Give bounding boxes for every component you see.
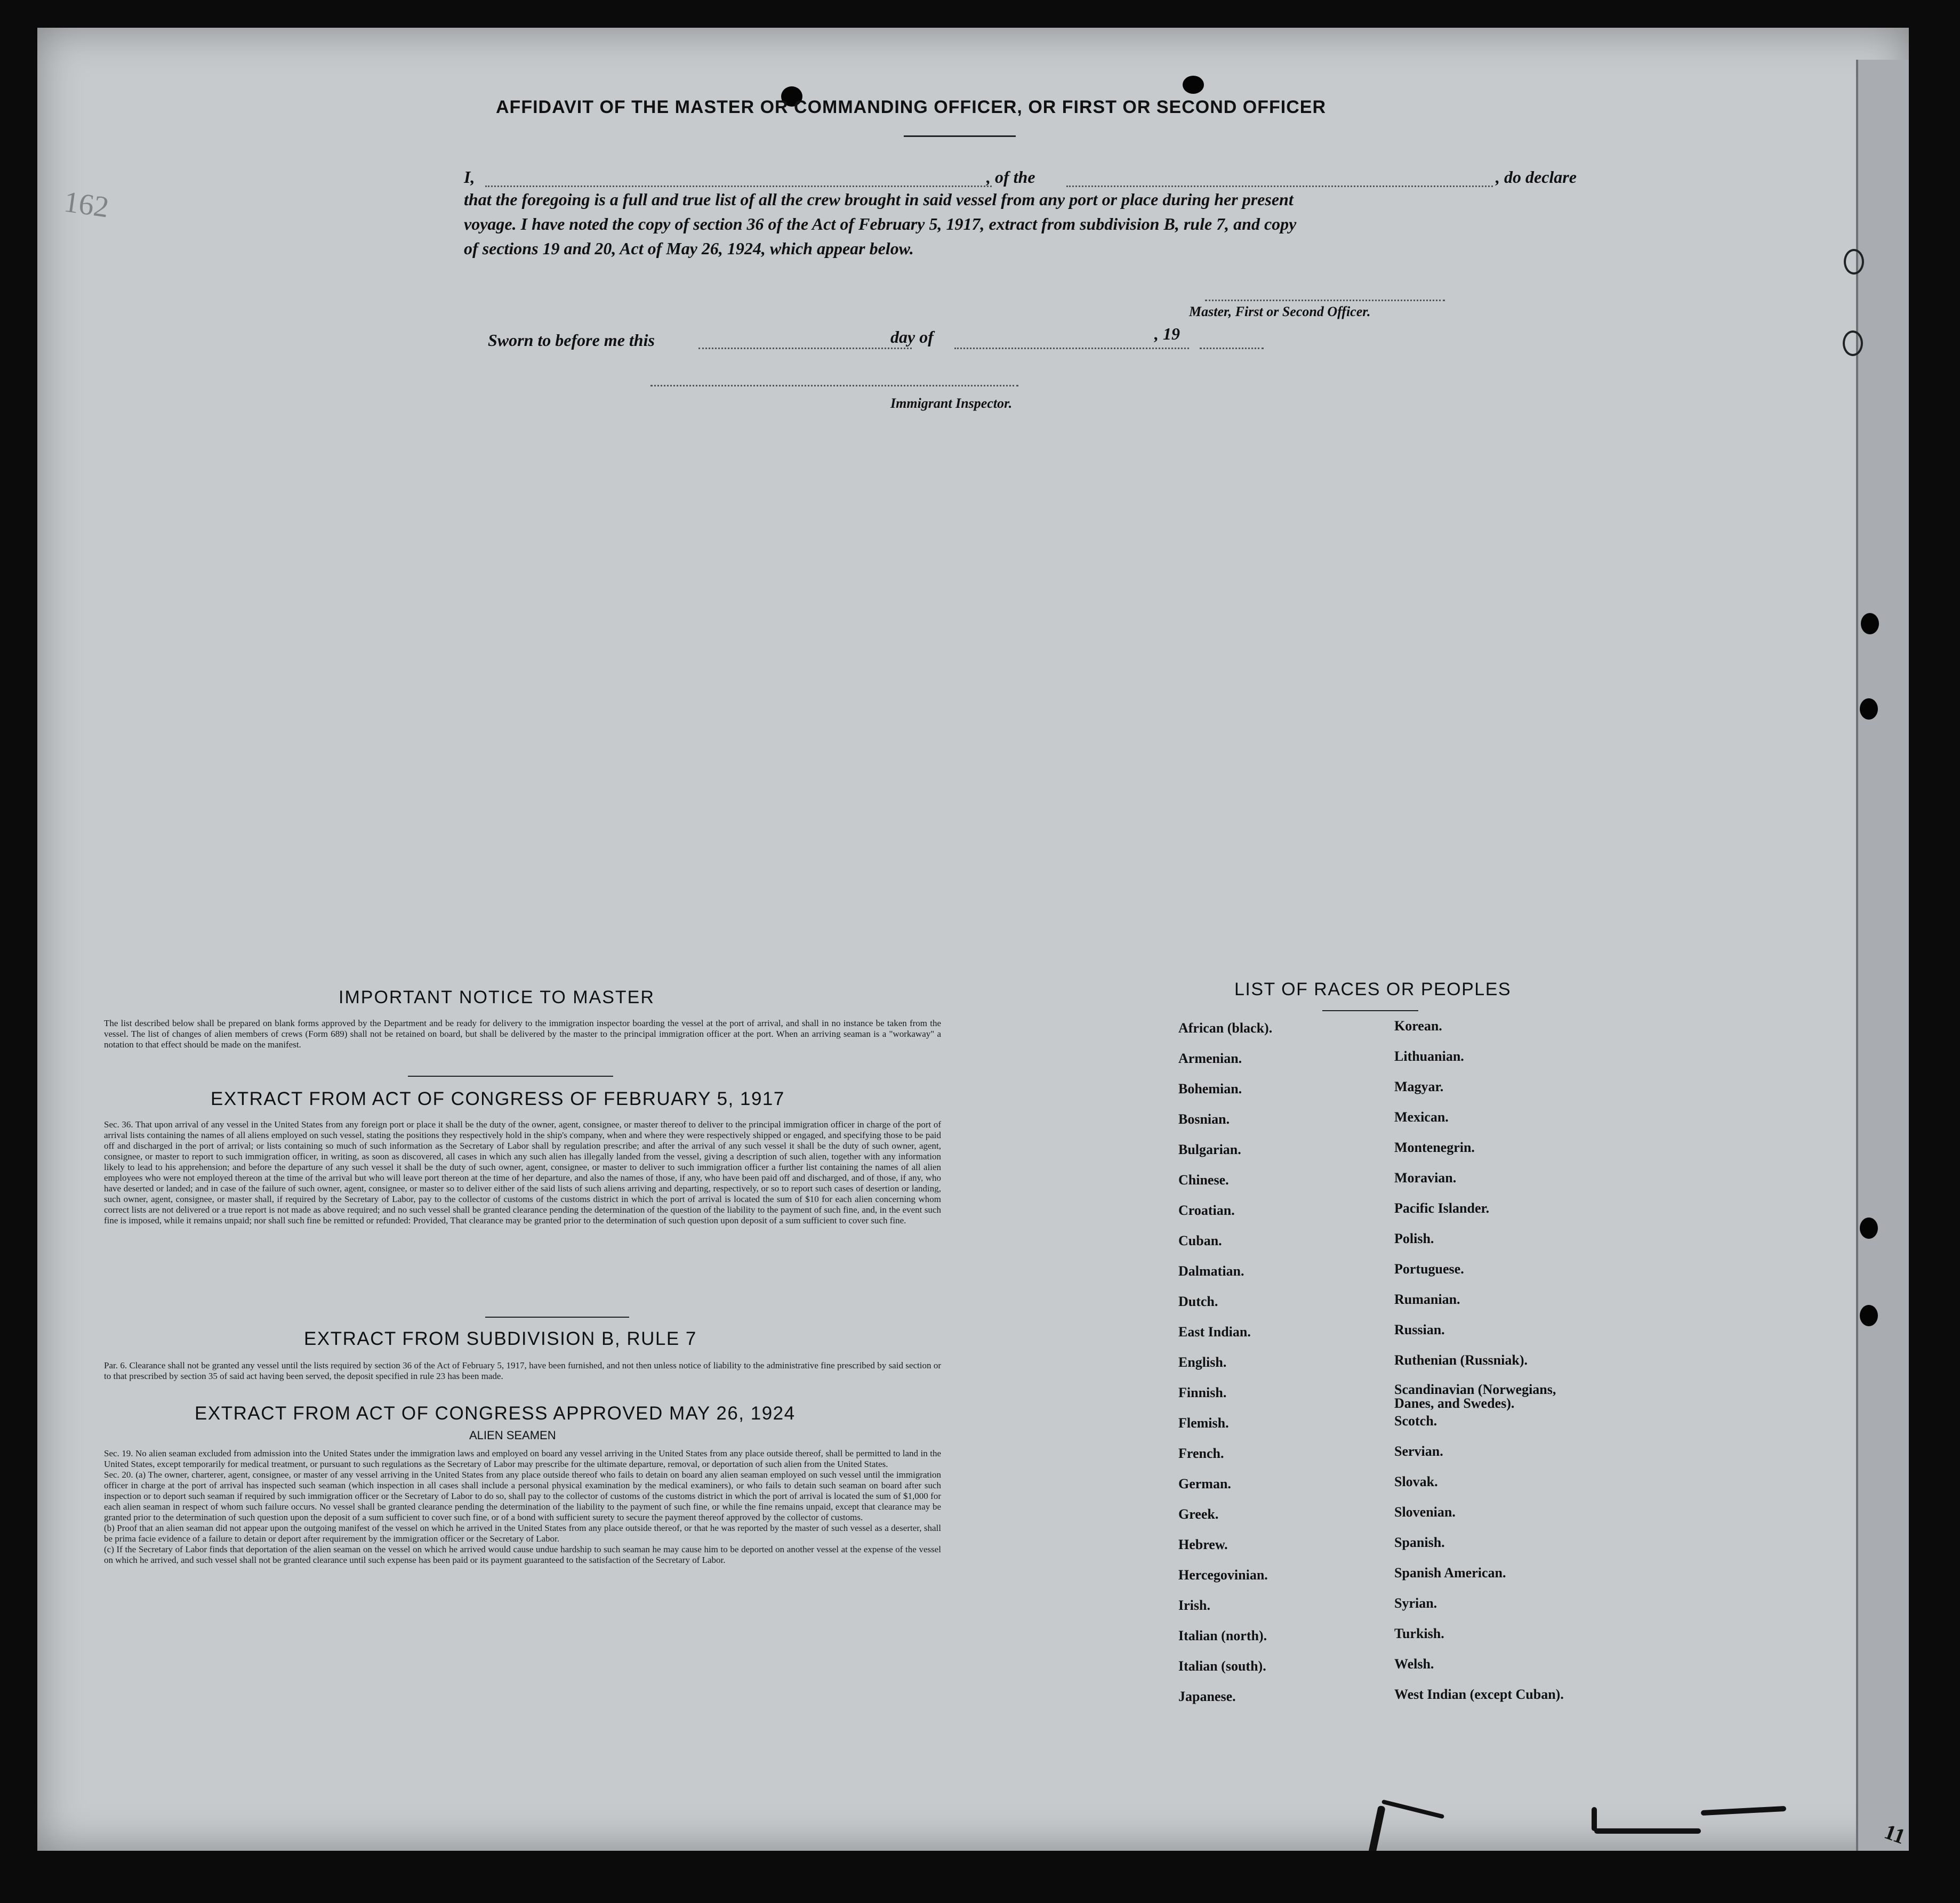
race-item: Italian (north). bbox=[1178, 1628, 1267, 1643]
race-item: Montenegrin. bbox=[1394, 1140, 1475, 1155]
race-item: Lithuanian. bbox=[1394, 1049, 1464, 1064]
race-item: Hercegovinian. bbox=[1178, 1567, 1268, 1583]
affidavit-line-3: voyage. I have noted the copy of section 36 of the Act of February 5, 1917, extract from subdivision B, rule 7, and copy bbox=[464, 214, 1297, 233]
document-sheet bbox=[37, 28, 1909, 1851]
race-item: Ruthenian (Russniak). bbox=[1394, 1352, 1528, 1368]
section-20c: (c) If the Secretary of Labor finds that deportation of the alien seaman on the vessel on which he arrived would cause undue hardship to such seaman he may cause him to be deported on another vessel at the expense of the vessel on which he arrived, and such vessel shall not be granted clearance until such expense has been paid or its payment guaranteed to the satisfaction of the Secretary of Labor. bbox=[104, 1544, 941, 1565]
race-item: Flemish. bbox=[1178, 1415, 1229, 1431]
race-item: Spanish. bbox=[1394, 1535, 1445, 1550]
race-item: Hebrew. bbox=[1178, 1537, 1228, 1552]
pen-mark bbox=[1368, 1805, 1386, 1851]
races-left-column bbox=[1178, 1020, 1272, 1719]
vessel-field[interactable] bbox=[1066, 186, 1493, 187]
section-20a: Sec. 20. (a) The owner, charterer, agent, consignee, or master of any vessel arriving in the United States from any place outside thereof who fails to detain on board any alien seaman employed on such vessel until the immigration officer in charge at the port of arrival has inspected such seaman (which inspection in all cases shall include a personal physical examination by the medical examiners), or who fails to detain such seaman on board after such inspection or to deport such seaman if required by such immigration officer or the Secretary of Labor to do so, shall pay to the collector of customs of the customs district in which the port of arrival is located the sum of $1,000 for each alien seaman in respect of whom such failure occurs. No vessel shall be granted clearance pending the determination of the liability to the payment of such fine, or while the fine remains unpaid, except that clearance may be granted prior to the determination of such question upon the deposit of a sum sufficient to cover such fine, or of a bond with sufficient surety to secure the payment thereof approved by the collector of customs. bbox=[104, 1470, 941, 1522]
master-label: Master, First or Second Officer. bbox=[1189, 304, 1371, 319]
affidavit-line-4: of sections 19 and 20, Act of May 26, 1924, which appear below. bbox=[464, 239, 914, 258]
sworn-label: Sworn to before me this bbox=[488, 330, 655, 350]
punch-hole bbox=[1183, 76, 1204, 94]
master-signature-field[interactable] bbox=[1205, 300, 1445, 301]
pen-mark bbox=[1701, 1806, 1786, 1816]
race-item: Turkish. bbox=[1394, 1626, 1444, 1641]
pen-mark bbox=[1592, 1807, 1597, 1831]
races-right-column bbox=[1394, 1018, 1586, 1717]
extract-1924-title: EXTRACT FROM ACT OF CONGRESS APPROVED MAY 26, 1924 bbox=[195, 1403, 796, 1424]
year-label: , 19 bbox=[1154, 324, 1180, 343]
race-item: Servian. bbox=[1394, 1444, 1443, 1459]
race-item: French. bbox=[1178, 1446, 1224, 1461]
extract-1917-body: Sec. 36. That upon arrival of any vessel in the United States from any foreign port or place it shall be the duty of the owner, agent, consignee, or master thereof to deliver to the principal immigration officer in charge of the port of arrival lists containing the names of all aliens employed on such vessel, stating the positions they respectively hold in the ship's company, when and where they were respectively shipped or engaged, and specifying those to be paid off and discharged in the port of arrival; or lists containing so much of such information as the Secretary of Labor shall by regulation prescribe; and after the arrival of any such vessel it shall be the duty of such owner, agent, consignee, or master to report to such immigration officer, in writing, as soon as discovered, all cases in which any such alien has illegally landed from the vessel, giving a description of such alien, together with any information likely to lead to his apprehension; and before the departure of any such vessel it shall be the duty of such owner, agent, consignee, or master to deliver to such immigration officer a further list containing the names of all alien employees who were not employed thereon at the time of the arrival but who will leave port thereon at the time of her departure, and also the names of those, if any, who have been paid off and discharged, and of those, if any, who have deserted or landed; and in case of the failure of such owner, agent, consignee, or master so to deliver either of the said lists of such aliens arriving and departing, respectively, or so to report such cases of desertion or landing, such owner, agent, consignee, or master shall, if required by the Secretary of Labor, pay to the collector of customs of the customs district in which the port of arrival is located the sum of $10 for each alien concerning whom correct lists are not delivered or a true report is not made as above required; and no such vessel shall be granted clearance pending the determination of the question of the liability to the payment of such fine, and, in the event such fine is imposed, while it remains unpaid; nor shall such fine be remitted or refunded: Provided, That clearance may be granted prior to the determination of such question upon deposit of a sum sufficient to cover such fine. bbox=[104, 1119, 941, 1225]
race-item: Italian (south). bbox=[1178, 1658, 1266, 1674]
race-item: African (black). bbox=[1178, 1020, 1273, 1036]
section-20b: (b) Proof that an alien seaman did not appear upon the outgoing manifest of the vessel on which he arrived in the United States from any place outside thereof, or that he was reported by the master of such vessel as a deserter, shall be prima facie evidence of a failure to detain or deport after requirement by the immigration officer or the Secretary of Labor. bbox=[104, 1523, 941, 1544]
race-item: Scotch. bbox=[1394, 1413, 1437, 1429]
race-item: Croatian. bbox=[1178, 1203, 1235, 1218]
punch-hole bbox=[1860, 1217, 1878, 1239]
race-item: West Indian (except Cuban). bbox=[1394, 1687, 1564, 1702]
races-title-rule bbox=[1322, 1010, 1418, 1011]
race-item: Mexican. bbox=[1394, 1109, 1449, 1125]
section-rule bbox=[408, 1076, 613, 1077]
race-item: Bosnian. bbox=[1178, 1111, 1230, 1127]
race-item: English. bbox=[1178, 1354, 1227, 1370]
affidavit-title: AFFIDAVIT OF THE MASTER OR COMMANDING OFFICER, OR FIRST OR SECOND OFFICER bbox=[496, 97, 1326, 117]
notice-title: IMPORTANT NOTICE TO MASTER bbox=[339, 987, 655, 1007]
page-edge bbox=[1856, 60, 1909, 1851]
race-item: Moravian. bbox=[1394, 1170, 1457, 1186]
race-item: Irish. bbox=[1178, 1598, 1210, 1613]
punch-hole bbox=[1861, 613, 1879, 634]
race-item: Bulgarian. bbox=[1178, 1142, 1241, 1157]
notice-body: The list described below shall be prepared on blank forms approved by the Department and be ready for delivery to the immigration inspector boarding the vessel at the port of arrival, and shall in no instance be taken from the vessel. The list of changes of alien members of crews (Form 689) shall not be retained on board, but shall be delivered by the master to the principal immigration officer at the port. When an arriving seaman is a "workaway" a notation to that effect should be made on the manifest. bbox=[104, 1018, 941, 1050]
race-item: Syrian. bbox=[1394, 1595, 1437, 1611]
sworn-month-field[interactable] bbox=[954, 348, 1189, 349]
subdiv-b-body: Par. 6. Clearance shall not be granted any vessel until the lists required by section 36 of the Act of February 5, 1917, have been furnished, and not then unless notice of liability to the administrative fine prescribed by said section or to that prescribed by section 35 of said act having been served, the deposit specified in rule 23 has been made. bbox=[104, 1360, 941, 1381]
race-item: Japanese. bbox=[1178, 1689, 1236, 1704]
affidavit-line-2: that the foregoing is a full and true list of all the crew brought in said vessel from any port or place during her present bbox=[464, 190, 1294, 209]
race-item: Finnish. bbox=[1178, 1385, 1227, 1400]
race-item: Slovenian. bbox=[1394, 1504, 1456, 1520]
race-item: Welsh. bbox=[1394, 1656, 1434, 1672]
pen-mark bbox=[1594, 1828, 1701, 1834]
race-item: German. bbox=[1178, 1476, 1231, 1491]
race-item: Cuban. bbox=[1178, 1233, 1222, 1248]
race-item: Bohemian. bbox=[1178, 1081, 1242, 1096]
race-item: Dutch. bbox=[1178, 1294, 1218, 1309]
race-item: Dalmatian. bbox=[1178, 1263, 1244, 1279]
inspector-signature-field[interactable] bbox=[650, 385, 1018, 386]
races-title: LIST OF RACES OR PEOPLES bbox=[1234, 979, 1512, 999]
punch-hole-ring bbox=[1844, 249, 1864, 275]
alien-seamen-subtitle: ALIEN SEAMEN bbox=[469, 1429, 556, 1442]
pen-mark bbox=[1381, 1800, 1444, 1819]
race-item: Chinese. bbox=[1178, 1172, 1229, 1188]
race-item: Magyar. bbox=[1394, 1079, 1444, 1094]
race-item: Portuguese. bbox=[1394, 1261, 1464, 1277]
sworn-year-field[interactable] bbox=[1200, 348, 1264, 349]
declarant-name-field[interactable] bbox=[485, 186, 992, 187]
day-of-label: day of bbox=[890, 327, 934, 346]
sworn-day-field[interactable] bbox=[698, 348, 912, 349]
of-the-label: , of the bbox=[986, 167, 1035, 187]
extract-1924-body bbox=[104, 1448, 941, 1566]
declarant-label: I, bbox=[464, 167, 475, 187]
punch-hole bbox=[1860, 698, 1878, 720]
race-item: Polish. bbox=[1394, 1231, 1434, 1246]
punch-hole bbox=[1860, 1305, 1878, 1326]
punch-hole-ring bbox=[1843, 330, 1863, 356]
race-item: Korean. bbox=[1394, 1018, 1442, 1034]
race-item: Greek. bbox=[1178, 1506, 1219, 1522]
race-item: Spanish American. bbox=[1394, 1565, 1506, 1581]
race-item: Russian. bbox=[1394, 1322, 1445, 1337]
subdiv-b-title: EXTRACT FROM SUBDIVISION B, RULE 7 bbox=[304, 1328, 697, 1349]
race-item: Rumanian. bbox=[1394, 1292, 1460, 1307]
declare-label: , do declare bbox=[1496, 167, 1577, 187]
race-item: Pacific Islander. bbox=[1394, 1200, 1490, 1216]
section-19: Sec. 19. No alien seaman excluded from admission into the United States under the immigration laws and employed on board any vessel arriving in the United States from any place outside thereof, shall be permitted to land in the United States, except temporarily for medical treatment, or pursuant to such regulations as the Secretary of Labor may prescribe for the ultimate departure, removal, or deportation of such alien from the United States. bbox=[104, 1448, 941, 1469]
corner-mark: 11 bbox=[1881, 1819, 1909, 1849]
margin-number: 162 bbox=[62, 185, 111, 224]
extract-1917-title: EXTRACT FROM ACT OF CONGRESS OF FEBRUARY 5, 1917 bbox=[211, 1088, 785, 1109]
race-item: Armenian. bbox=[1178, 1051, 1242, 1066]
title-rule bbox=[904, 135, 1016, 137]
race-item: East Indian. bbox=[1178, 1324, 1251, 1340]
race-item: Slovak. bbox=[1394, 1474, 1438, 1489]
inspector-label: Immigrant Inspector. bbox=[890, 396, 1013, 411]
race-item: Scandinavian (Norwegians, Danes, and Swedes). bbox=[1394, 1382, 1556, 1411]
section-rule bbox=[485, 1317, 629, 1318]
